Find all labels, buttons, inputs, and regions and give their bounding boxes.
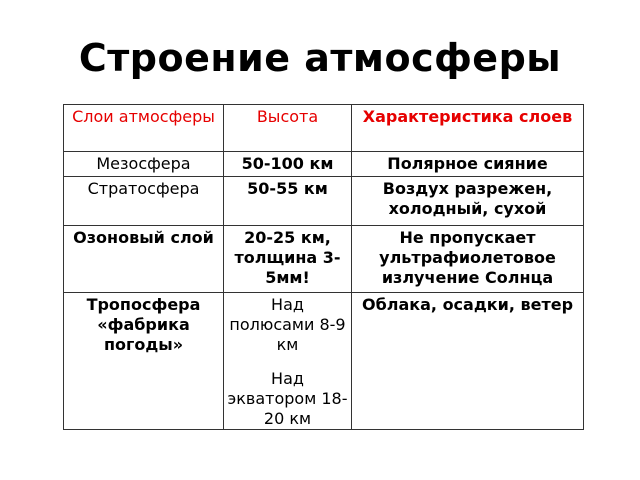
cell-height: [224, 293, 352, 430]
header-layers: Слои атмосферы: [64, 105, 224, 152]
header-height: Высота: [224, 105, 352, 152]
cell-characteristic: Полярное сияние: [352, 152, 584, 177]
height-poles: Над полюсами 8-9 км: [229, 295, 346, 354]
cell-layer: Озоновый слой: [64, 226, 224, 293]
cell-characteristic: Воздух разрежен, холодный, сухой: [352, 177, 584, 226]
table-row: [64, 226, 584, 293]
table-header-row: [64, 105, 584, 152]
table-row: [64, 177, 584, 226]
cell-height: 20-25 км, толщина 3-5мм!: [224, 226, 352, 293]
cell-height: 50-100 км: [224, 152, 352, 177]
table-row: [64, 152, 584, 177]
cell-layer: Тропосфера «фабрика погоды»: [64, 293, 224, 430]
atmosphere-table: [63, 104, 584, 430]
page-title: Строение атмосферы: [78, 36, 562, 80]
header-characteristic: Характеристика слоев: [352, 105, 584, 152]
cell-height: 50-55 км: [224, 177, 352, 226]
table-row: [64, 293, 584, 430]
cell-characteristic: Облака, осадки, ветер: [352, 293, 584, 430]
height-equator: Над экватором 18-20 км: [227, 369, 348, 428]
cell-layer: Стратосфера: [64, 177, 224, 226]
cell-layer: Мезосфера: [64, 152, 224, 177]
cell-characteristic: Не пропускает ультрафиолетовое излучение Солнца: [352, 226, 584, 293]
